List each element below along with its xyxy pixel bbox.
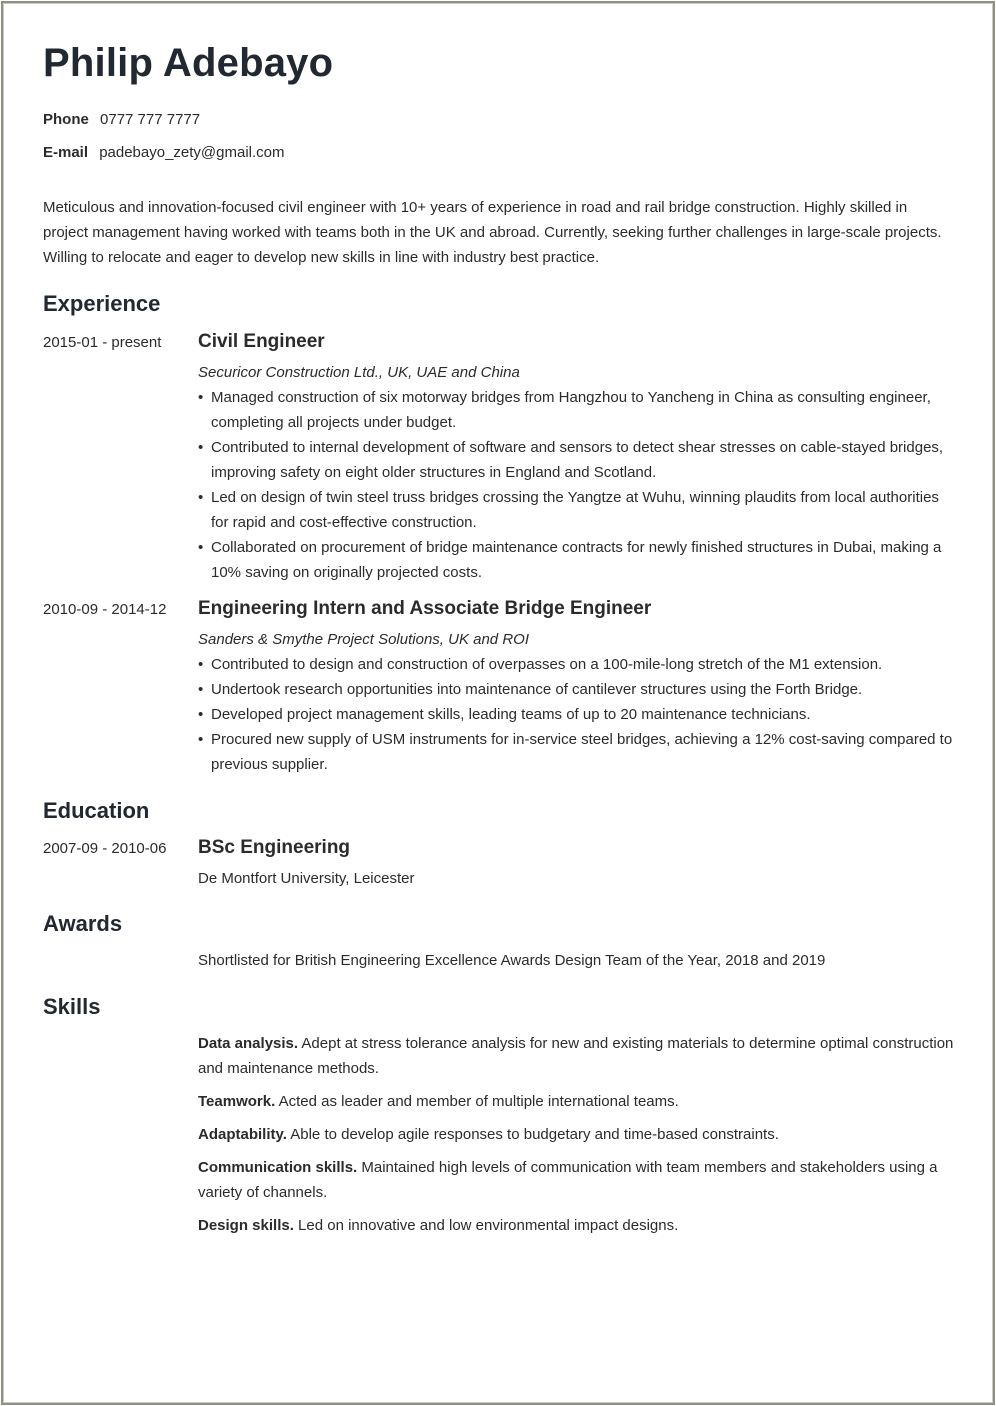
awards-entry [43, 948, 955, 973]
skills-entry [43, 1031, 955, 1246]
skill-name: Communication skills. [198, 1159, 358, 1176]
skill-text: Led on innovative and low environmental impact designs. [298, 1217, 679, 1234]
phone-value: 0777 777 7777 [100, 111, 201, 128]
skill-name: Adaptability. [198, 1126, 287, 1143]
contact-email [43, 143, 955, 176]
degree: BSc Engineering [198, 837, 351, 858]
job-details [198, 595, 955, 777]
skill-item [198, 1089, 955, 1114]
school: De Montfort University, Leicester [198, 870, 415, 887]
job-dates: 2015-01 - present [43, 334, 162, 351]
job-company: Securicor Construction Ltd., UK, UAE and China [198, 364, 520, 381]
skill-item [198, 1122, 955, 1147]
skill-text: Maintained high levels of communication with team members and stakeholders using a variety of channels. [198, 1159, 938, 1201]
email-label: E-mail [43, 144, 89, 161]
job-bullet: • Led on design of twin steel truss bridges crossing the Yangtze at Wuhu, winning plaudits from local authorities for rapid and cost-effective construction. [198, 485, 955, 535]
skill-name: Data analysis. [198, 1035, 299, 1052]
education-heading: Education [43, 798, 150, 823]
skills-heading: Skills [43, 994, 101, 1019]
awards-section [43, 910, 955, 973]
skill-text: Acted as leader and member of multiple international teams. [278, 1093, 679, 1110]
skills-spacer [43, 1031, 198, 1246]
education-details [198, 834, 955, 891]
candidate-name: Philip Adebayo [43, 41, 334, 85]
job-company: Sanders & Smythe Project Solutions, UK and ROI [198, 631, 529, 648]
job-details [198, 328, 955, 585]
award-text: Shortlisted for British Engineering Excellence Awards Design Team of the Year, 2018 and 2019 [198, 952, 826, 969]
contact-phone [43, 110, 955, 143]
experience-section [43, 290, 955, 777]
education-section [43, 797, 955, 891]
experience-entry [43, 328, 955, 585]
education-entry [43, 834, 955, 891]
experience-heading: Experience [43, 291, 161, 316]
summary: Meticulous and innovation-focused civil engineer with 10+ years of experience in road and rail bridge construction. Highly skilled in project management having worked with teams both in the UK and abroad. Currently, seeking further challenges in large-scale projects. Willing to relocate and eager to develop new skills in line with industry best practice. [43, 199, 942, 266]
job-bullet: • Developed project management skills, leading teams of up to 20 maintenance technicians. [198, 702, 955, 727]
skill-text: Adept at stress tolerance analysis for new and existing materials to determine optimal construction and maintenance methods. [198, 1035, 954, 1077]
job-dates: 2010-09 - 2014-12 [43, 601, 167, 618]
skills-list [198, 1031, 955, 1246]
job-bullet: • Collaborated on procurement of bridge maintenance contracts for newly finished structures in Dubai, making a 10% saving on originally projected costs. [198, 535, 955, 585]
skill-name: Teamwork. [198, 1093, 276, 1110]
skill-text: Able to develop agile responses to budgetary and time-based constraints. [290, 1126, 779, 1143]
job-bullet: • Undertook research opportunities into maintenance of cantilever structures using the Forth Bridge. [198, 677, 955, 702]
job-bullet: • Contributed to design and construction of overpasses on a 100-mile-long stretch of the M1 extension. [198, 652, 955, 677]
resume [43, 38, 955, 1246]
job-bullets [198, 652, 955, 777]
skill-item [198, 1155, 955, 1205]
contact-info [43, 110, 955, 176]
phone-label: Phone [43, 111, 89, 128]
skills-section [43, 993, 955, 1246]
job-bullet: • Contributed to internal development of software and sensors to detect shear stresses on cable-stayed bridges, improving safety on eight older structures in England and Scotland. [198, 435, 955, 485]
awards-spacer [43, 948, 198, 973]
skill-item [198, 1213, 955, 1238]
skill-item [198, 1031, 955, 1081]
job-bullets [198, 385, 955, 585]
job-bullet: • Managed construction of six motorway bridges from Hangzhou to Yancheng in China as consulting engineer, completing all projects under budget. [198, 385, 955, 435]
email-value: padebayo_zety@gmail.com [99, 144, 285, 161]
experience-entry [43, 595, 955, 777]
job-title: Civil Engineer [198, 331, 325, 352]
job-title: Engineering Intern and Associate Bridge Engineer [198, 598, 652, 619]
education-dates: 2007-09 - 2010-06 [43, 840, 167, 857]
skill-name: Design skills. [198, 1217, 294, 1234]
job-bullet: • Procured new supply of USM instruments for in-service steel bridges, achieving a 12% cost-saving compared to previous supplier. [198, 727, 955, 777]
awards-heading: Awards [43, 911, 123, 936]
